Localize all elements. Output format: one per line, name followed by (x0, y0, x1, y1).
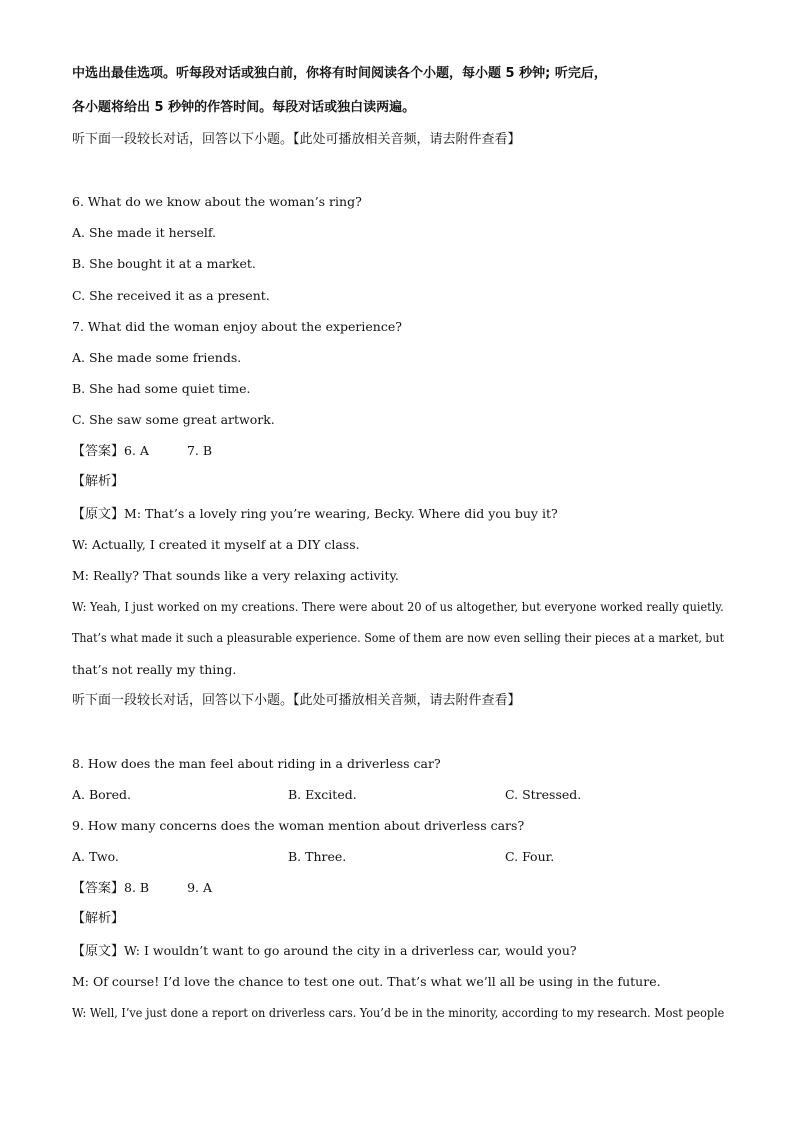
answer-q9: 9. A (187, 880, 213, 895)
answer-q7: 7. B (186, 443, 213, 458)
question-7-option-a: A. She made some friends. (72, 350, 242, 365)
section2-prompt: 听下面一段较长对话，回答以下小题。【此处可播放相关音频，请去附件查看】 (72, 693, 521, 708)
question-8-option-a: A. Bored. (72, 787, 132, 802)
question-8-option-c: C. Stressed. (505, 787, 582, 802)
answer-line-1 (72, 443, 212, 460)
answer-line-2 (72, 880, 212, 897)
question-6-option-c: C. She received it as a present. (72, 288, 270, 303)
question-6: 6. What do we know about the woman’s ring? (72, 194, 362, 209)
transcript-label: 【原文】 (72, 944, 125, 959)
question-8-option-b: B. Excited. (288, 787, 357, 802)
answer-q6: 6. A (124, 443, 149, 458)
transcript-line: W: Actually, I created it myself at a DIY class. (72, 537, 360, 552)
transcript-line: M: Really? That sounds like a very relaxing activity. (72, 568, 399, 583)
answer-label: 【答案】 (72, 881, 125, 896)
transcript-line: 【原文】W: I wouldn’t want to go around the city in a driverless car, would you? (72, 943, 577, 959)
question-9-option-a: A. Two. (72, 849, 119, 864)
question-7-option-b: B. She had some quiet time. (72, 381, 251, 396)
question-9-option-b: B. Three. (288, 849, 347, 864)
question-9: 9. How many concerns does the woman mention about driverless cars? (72, 818, 525, 833)
analysis-label: 【解析】 (72, 474, 125, 489)
section1-prompt: 听下面一段较长对话，回答以下小题。【此处可播放相关音频，请去附件查看】 (72, 132, 521, 147)
question-8: 8. How does the man feel about riding in a driverless car? (72, 756, 441, 771)
transcript-line: that’s not really my thing. (72, 662, 237, 677)
question-6-option-b: B. She bought it at a market. (72, 256, 256, 271)
transcript-label: 【原文】 (72, 507, 125, 522)
instructions-line-2: 各小题将给出 5 秒钟的作答时间。每段对话或独白读两遍。 (72, 100, 416, 115)
transcript-line: That’s what made it such a pleasurable experience. Some of them are now even selling their pieces at a market, but (72, 630, 725, 645)
transcript-line: M: Of course! I’d love the chance to test one out. That’s what we’ll all be using in the future. (72, 974, 661, 989)
answer-label: 【答案】 (72, 444, 125, 459)
question-7-option-c: C. She saw some great artwork. (72, 412, 275, 427)
question-6-option-a: A. She made it herself. (72, 225, 217, 240)
question-7: 7. What did the woman enjoy about the experience? (72, 319, 402, 334)
transcript-line: W: Yeah, I just worked on my creations. There were about 20 of us altogether, but everyone worked really quietly. (72, 599, 724, 614)
analysis-label: 【解析】 (72, 911, 125, 926)
instructions-line-1: 中选出最佳选项。听每段对话或独白前，你将有时间阅读各个小题，每小题 5 秒钟; 听完后， (72, 66, 607, 81)
answer-q8: 8. B (124, 880, 150, 895)
transcript-line: W: Well, I’ve just done a report on driverless cars. You’d be in the minority, according to my research. Most people (72, 1005, 725, 1020)
question-9-option-c: C. Four. (505, 849, 555, 864)
transcript-line: 【原文】M: That’s a lovely ring you’re wearing, Becky. Where did you buy it? (72, 506, 558, 522)
